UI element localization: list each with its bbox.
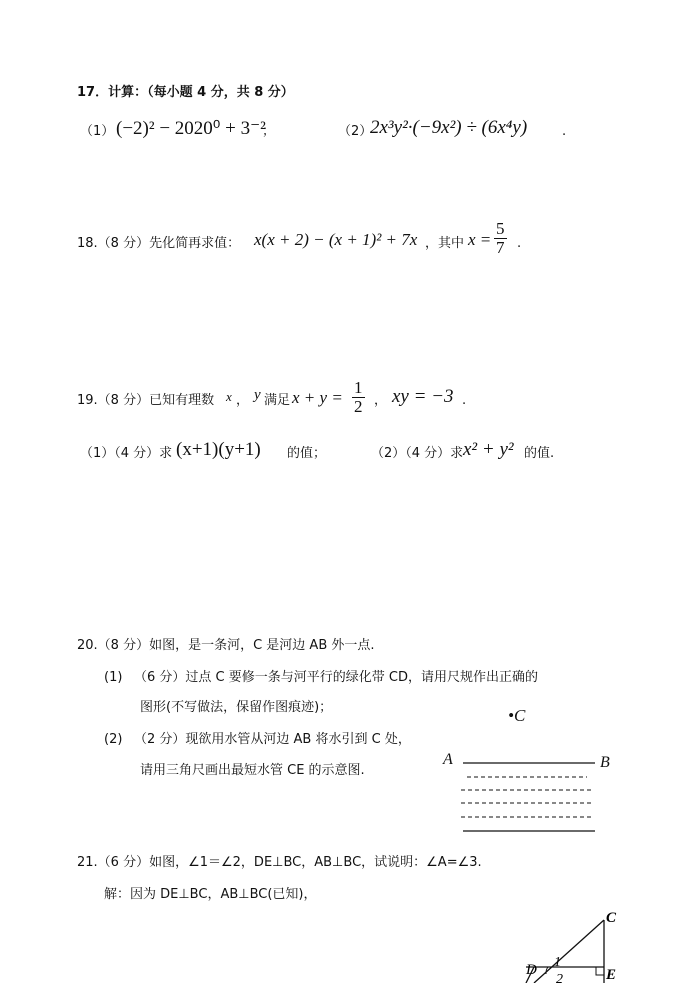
q20-point-b-label: B [600, 754, 610, 771]
q21-label-e: E [606, 967, 617, 983]
q19-prefix: 19.（8 分）已知有理数 [77, 393, 215, 408]
q21-triangle-figure [520, 908, 620, 983]
q17-part1-expression: (−2)² − 2020⁰ + 3⁻² [116, 118, 266, 139]
q21-right-angle-mark [596, 967, 604, 975]
q20-part1-line1: （6 分）过点 C 要修一条与河平行的绿化带 CD，请用尺规作出正确的 [134, 670, 538, 685]
q19-fraction-denominator: 2 [354, 397, 363, 416]
q19-condition-separator: ， [374, 393, 388, 408]
q19-part2-prefix: （2）（4 分）求 [371, 446, 464, 461]
q20-title: 20.（8 分）如图，是一条河，C 是河边 AB 外一点. [77, 638, 375, 653]
q18-expression: x(x + 2) − (x + 1)² + 7x [254, 230, 418, 249]
q17-part2-expression: 2x³y²·(−9x²) ÷ (6x⁴y) [370, 117, 528, 138]
q18-fraction-numerator: 5 [496, 219, 505, 238]
q17-part1-end: ； [262, 124, 276, 139]
q20-part1-line2: 图形(不写做法，保留作图痕迹)； [140, 700, 333, 715]
q19-part1-prefix: （1）（4 分）求 [80, 446, 173, 461]
q19-condition1: x + y = [292, 388, 343, 407]
q18-end: . [517, 236, 522, 251]
q21-label-c: C [606, 910, 617, 926]
q21-angle-1-label: 1 [554, 955, 561, 970]
q18-fraction-denominator: 7 [496, 238, 505, 257]
q19-part1-expression: (x+1)(y+1) [176, 439, 261, 460]
q21-label-d: D [526, 962, 537, 978]
q18-x-equals: x = [468, 230, 492, 249]
q18-mid-text: ，其中 [425, 236, 465, 251]
q20-point-a-label: A [443, 751, 453, 768]
q20-part2-line2: 请用三角尺画出最短水管 CE 的示意图. [140, 763, 365, 778]
q20-part1-label: (1) [104, 670, 123, 685]
q17-part2-label: （2） [338, 124, 373, 139]
q19-var-y: y [254, 387, 261, 403]
q19-var-x: x [226, 389, 232, 404]
q21-angle-2-label: 2 [556, 972, 563, 983]
q19-separator: ， [236, 393, 250, 408]
q19-condition2: xy = −3 [392, 386, 454, 407]
q21-segment-cd [534, 920, 604, 983]
q19-fraction-numerator: 1 [354, 378, 363, 397]
q20-river-figure [455, 760, 600, 836]
q19-part2-suffix: 的值. [524, 446, 555, 461]
q20-point-c-label: •C [508, 706, 526, 725]
q17-part2-end: . [562, 124, 567, 139]
q20-part2-line1: （2 分）现欲用水管从河边 AB 将水引到 C 处， [134, 732, 411, 747]
q19-end: . [462, 393, 467, 408]
q18-fraction [494, 220, 507, 257]
q17-part1-label: （1） [80, 124, 115, 139]
q21-title: 21.（6 分）如图，∠1＝∠2，DE⊥BC，AB⊥BC，试说明：∠A=∠3. [77, 855, 482, 870]
q20-part2-label: (2) [104, 732, 123, 747]
q19-fraction [352, 379, 365, 416]
q19-condition-text: 满足 [264, 393, 291, 408]
q19-part2-expression: x² + y² [463, 439, 514, 460]
q18-prefix: 18.（8 分）先化简再求值： [77, 236, 241, 251]
q21-solution-line: 解：因为 DE⊥BC，AB⊥BC(已知)， [104, 887, 317, 902]
q17-title: 17．计算：（每小题 4 分，共 8 分） [77, 85, 294, 100]
q19-part1-suffix: 的值； [287, 446, 327, 461]
